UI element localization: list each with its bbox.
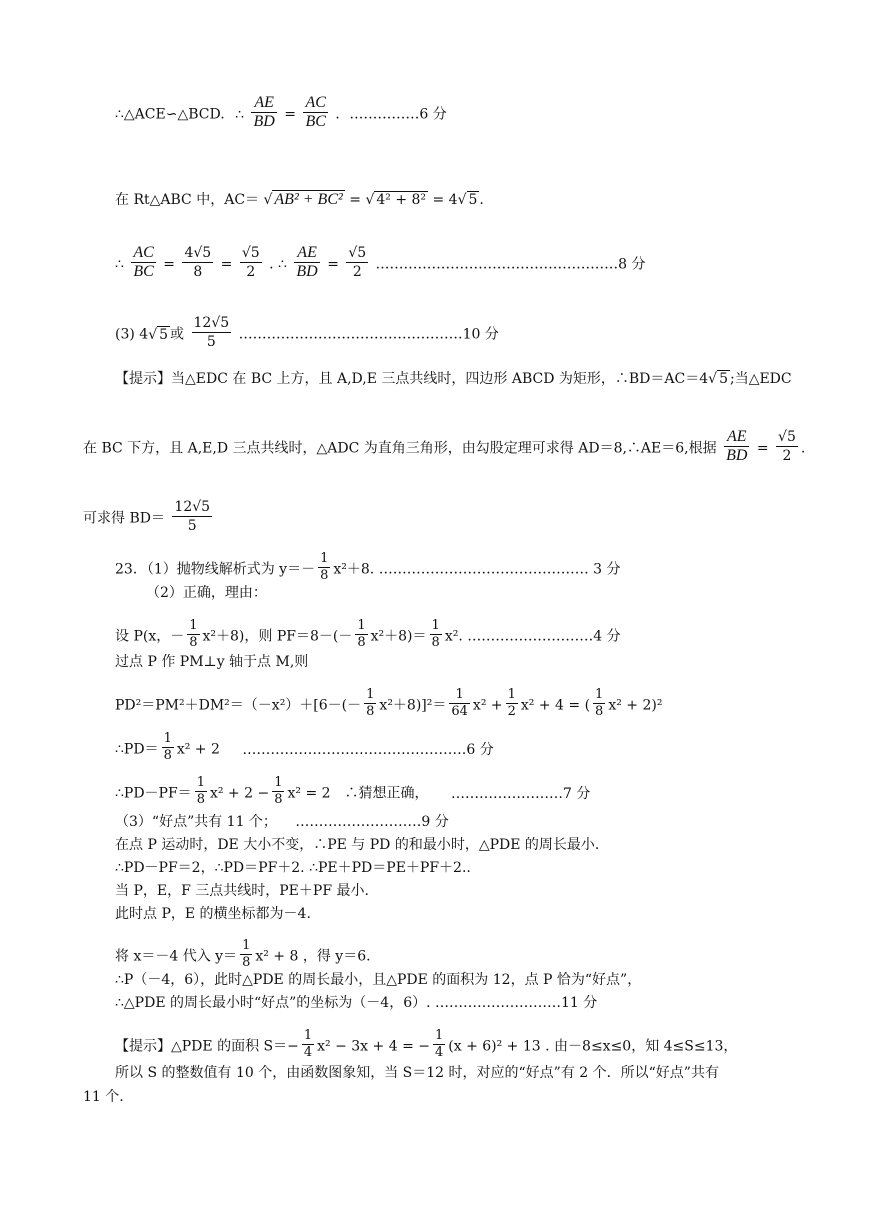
fraction bbox=[131, 244, 155, 281]
fraction bbox=[593, 687, 605, 720]
numerator: 1 bbox=[357, 618, 366, 633]
hint-text: 【提示】△PDE 的面积 S＝− bbox=[115, 1038, 299, 1055]
numerator: AE bbox=[724, 428, 749, 447]
text: 过点 P 作 PM⊥y 轴于点 M,则 bbox=[115, 654, 309, 670]
line-10 bbox=[115, 620, 621, 653]
text: 在 BC 下方，且 A,E,D 三点共线时，△ADC 为直角三角形，由勾股定理可求得 AD＝8,∴AE＝6,根据 bbox=[83, 440, 717, 457]
text: x² + 8 ，得 y＝6. bbox=[255, 948, 371, 965]
text: （3）“好点”共有 11 个； bbox=[115, 814, 277, 830]
fraction bbox=[364, 687, 376, 720]
text: x² + 2 bbox=[176, 741, 220, 758]
score-dots: …………………………………………6 分 bbox=[242, 741, 494, 758]
text: = bbox=[284, 106, 296, 123]
numerator: 1 bbox=[189, 618, 198, 633]
fraction bbox=[449, 687, 470, 720]
line-19 bbox=[115, 907, 311, 921]
sqrt: √ 4² + 8² bbox=[365, 192, 427, 208]
numerator: √5 bbox=[778, 429, 796, 445]
line-14 bbox=[115, 777, 590, 810]
denominator: 8 bbox=[595, 704, 604, 719]
text: = bbox=[756, 440, 769, 457]
text: x². ………………………4 分 bbox=[444, 628, 621, 645]
text: x²＋8)＝ bbox=[370, 628, 427, 645]
numerator: 1 bbox=[366, 687, 375, 702]
numerator: 1 bbox=[303, 1028, 313, 1043]
denominator: BC bbox=[305, 113, 326, 130]
fraction bbox=[240, 244, 262, 281]
sqrt: √ 5 bbox=[708, 371, 728, 387]
text: . ∴ bbox=[269, 256, 287, 273]
text: x²＋8)，则 PF＝8－(－ bbox=[202, 628, 353, 645]
fraction bbox=[162, 731, 174, 764]
line-07 bbox=[83, 500, 215, 537]
numerator: 1 bbox=[274, 775, 283, 790]
line-03 bbox=[115, 246, 645, 283]
text: = 4 bbox=[432, 192, 458, 208]
line-13 bbox=[115, 733, 494, 766]
denominator: 5 bbox=[206, 334, 216, 350]
text: ∴PD－PF＝ bbox=[115, 785, 192, 802]
fraction bbox=[303, 94, 327, 131]
denominator: 2 bbox=[352, 264, 362, 280]
text: = bbox=[349, 192, 361, 208]
text: x² = 2 ∴猜想正确， bbox=[287, 785, 429, 802]
text: ∴ bbox=[235, 106, 245, 123]
denominator: 8 bbox=[196, 792, 205, 807]
text: x² + bbox=[472, 697, 503, 714]
numerator: 1 bbox=[434, 1028, 444, 1043]
radicand: 4² + 8² bbox=[376, 192, 427, 208]
numerator: √5 bbox=[241, 245, 260, 261]
fraction bbox=[302, 1028, 314, 1061]
denominator: BC bbox=[133, 263, 154, 280]
score-dots: ………………………9 分 bbox=[295, 814, 449, 830]
denominator: 8 bbox=[189, 635, 198, 650]
denominator: 8 bbox=[357, 635, 366, 650]
score-dots: .……………………………………………8 分 bbox=[375, 256, 646, 273]
numerator: 12√5 bbox=[193, 315, 230, 331]
line-09 bbox=[146, 586, 267, 600]
score-dots: …………………………………………10 分 bbox=[238, 326, 499, 343]
text: . bbox=[800, 440, 806, 457]
text: = bbox=[327, 256, 339, 273]
fraction bbox=[272, 775, 284, 808]
radicand: 5 bbox=[159, 326, 169, 343]
numerator: 1 bbox=[163, 731, 172, 746]
text: = bbox=[163, 256, 176, 273]
text: x² − 3x + 4 = − bbox=[317, 1038, 430, 1055]
line-24 bbox=[115, 1066, 719, 1080]
text: 当 P，E，F 三点共线时，PE＋PF 最小. bbox=[115, 883, 369, 899]
line-06 bbox=[83, 430, 805, 467]
text: = bbox=[220, 256, 233, 273]
denominator: 8 bbox=[242, 955, 251, 970]
denominator: 2 bbox=[507, 704, 516, 719]
line-08 bbox=[115, 553, 621, 586]
numerator: AC bbox=[133, 244, 154, 261]
hint-text: 【提示】当△EDC 在 BC 上方，且 A,D,E 三点共线时，四边形 ABCD 为矩形，∴BD＝AC＝4 bbox=[115, 371, 709, 387]
fraction bbox=[240, 938, 252, 971]
numerator: 1 bbox=[320, 551, 329, 566]
numerator: 1 bbox=[196, 775, 205, 790]
numerator: AC bbox=[305, 94, 326, 111]
text: 设 P(x，－ bbox=[115, 628, 185, 645]
text: 可求得 BD＝ bbox=[83, 510, 165, 527]
score-dots: ．……………6 分 bbox=[335, 106, 447, 123]
numerator: 1 bbox=[431, 618, 440, 633]
text: ;当△EDC bbox=[729, 371, 792, 387]
fraction bbox=[195, 775, 207, 808]
text: 23．（1）抛物线解析式为 y＝－ bbox=[115, 561, 316, 578]
line-04 bbox=[115, 316, 499, 353]
fraction bbox=[182, 244, 213, 281]
fraction bbox=[318, 551, 330, 584]
denominator: 8 bbox=[163, 748, 172, 763]
denominator: BD bbox=[253, 113, 275, 130]
text: ∴△PDE 的周长最小时“好点”的坐标为（－4，6）. ………………………11 分 bbox=[115, 995, 598, 1011]
fraction bbox=[294, 244, 319, 281]
fraction bbox=[355, 618, 367, 651]
line-12 bbox=[115, 689, 662, 722]
line-11 bbox=[115, 655, 308, 669]
text: 将 x＝－4 代入 y＝ bbox=[115, 948, 238, 965]
text: (3) 4 bbox=[115, 326, 149, 343]
text: x² + 2)² bbox=[608, 697, 663, 714]
line-16 bbox=[115, 838, 599, 852]
text: x²＋8. ……………………………………… 3 分 bbox=[333, 561, 621, 578]
line-01 bbox=[115, 96, 447, 133]
text: ∴PD＝ bbox=[115, 741, 159, 758]
denominator: 8 bbox=[431, 635, 440, 650]
denominator: 64 bbox=[451, 704, 468, 719]
fraction bbox=[776, 428, 798, 465]
text: 或 bbox=[170, 326, 185, 343]
line-20 bbox=[115, 940, 371, 973]
line-18 bbox=[115, 884, 369, 898]
fraction bbox=[430, 618, 442, 651]
fraction bbox=[192, 314, 232, 351]
line-05 bbox=[115, 372, 792, 386]
line-17 bbox=[115, 861, 471, 875]
denominator: 2 bbox=[782, 448, 792, 464]
fraction bbox=[251, 94, 276, 131]
sqrt: √ 5 bbox=[148, 326, 169, 343]
text: PD²＝PM²＋DM²＝（－x²）＋[6－(－ bbox=[115, 697, 362, 714]
text: ∴P（－4，6），此时△PDE 的周长最小，且△PDE 的面积为 12，点 P 恰为“好点”， bbox=[115, 972, 642, 988]
fraction bbox=[506, 687, 518, 720]
text: (x + 6)² + 13 . 由－8≤x≤0，知 4≤S≤13， bbox=[448, 1038, 738, 1055]
text: x² + 2 − bbox=[209, 785, 270, 802]
line-15 bbox=[115, 815, 449, 829]
fraction bbox=[433, 1028, 445, 1061]
denominator: 8 bbox=[366, 704, 375, 719]
numerator: 12√5 bbox=[174, 499, 211, 515]
denominator: 4 bbox=[434, 1045, 444, 1060]
text: 在 Rt△ABC 中，AC＝ bbox=[115, 192, 260, 208]
fraction bbox=[724, 428, 749, 465]
numerator: AE bbox=[251, 94, 276, 113]
denominator: BD bbox=[726, 447, 748, 464]
fraction bbox=[172, 498, 212, 535]
numerator: AE bbox=[294, 244, 319, 263]
numerator: 1 bbox=[449, 687, 470, 704]
denominator: 2 bbox=[246, 264, 256, 280]
sqrt: √ AB² + BC² bbox=[263, 191, 343, 208]
text: ∴PD－PF＝2，∴PD＝PF＋2. ∴PE＋PD＝PE＋PF＋2.. bbox=[115, 860, 471, 876]
text: 此时点 P，E 的横坐标都为－4. bbox=[115, 906, 311, 922]
text: x² + 4 = ( bbox=[520, 697, 591, 714]
denominator: 8 bbox=[193, 264, 203, 280]
text: x²＋8)]²＝ bbox=[379, 697, 447, 714]
denominator: 8 bbox=[320, 568, 329, 583]
denominator: 4 bbox=[303, 1045, 313, 1060]
text: . bbox=[479, 192, 484, 208]
line-25 bbox=[83, 1090, 124, 1104]
line-21 bbox=[115, 973, 641, 987]
sqrt: √ 5 bbox=[457, 192, 478, 208]
text: ∴△ACE∽△BCD. bbox=[115, 106, 225, 123]
fraction bbox=[346, 244, 368, 281]
text: 在点 P 运动时，DE 大小不变，∴PE 与 PD 的和最小时，△PDE 的周长最小. bbox=[115, 837, 600, 853]
denominator: BD bbox=[296, 263, 318, 280]
denominator: 8 bbox=[274, 792, 283, 807]
fraction bbox=[187, 618, 199, 651]
line-02 bbox=[115, 192, 484, 208]
text: 所以 S 的整数值有 10 个，由函数图象知，当 S＝12 时，对应的“好点”有 2 个．所以“好点”共有 bbox=[115, 1065, 719, 1081]
text: 11 个. bbox=[83, 1089, 124, 1105]
numerator: 1 bbox=[595, 687, 604, 702]
numerator: 1 bbox=[242, 938, 251, 953]
radicand: 5 bbox=[719, 371, 728, 387]
line-22 bbox=[115, 996, 597, 1010]
score-dots: ……………………7 分 bbox=[450, 785, 591, 802]
denominator: 5 bbox=[187, 518, 197, 534]
text: （2）正确，理由： bbox=[146, 585, 267, 601]
line-23 bbox=[115, 1030, 737, 1063]
radicand: AB² + BC² bbox=[274, 191, 343, 208]
numerator: √5 bbox=[348, 245, 367, 261]
numerator: 4√5 bbox=[184, 245, 212, 261]
radicand: 5 bbox=[468, 192, 478, 208]
numerator: 1 bbox=[507, 687, 516, 702]
text: ∴ bbox=[115, 256, 124, 273]
